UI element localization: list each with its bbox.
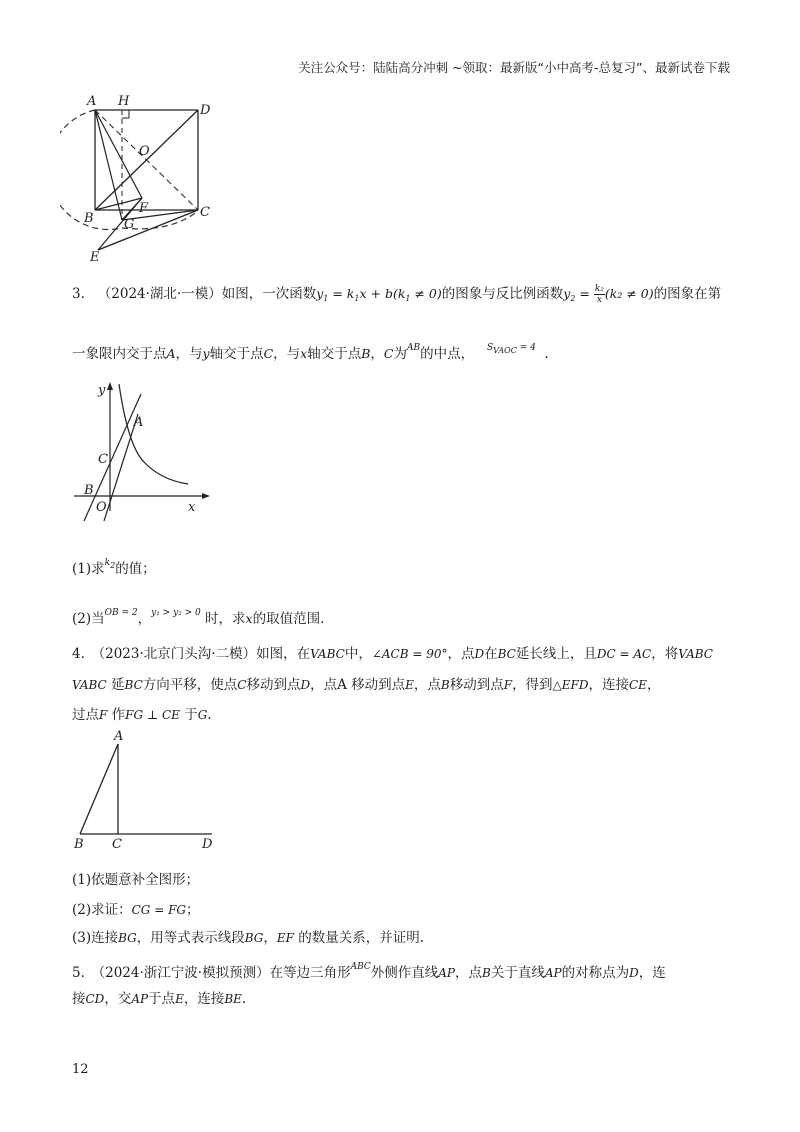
q3-line2: 一象限内交于点A，与y轴交于点C，与x轴交于点B，C为$^{AB}$的中点， $^{SVAOC = 4}$ . — [72, 343, 549, 362]
page-number: 12 — [72, 1062, 89, 1077]
graph-C-label: C — [98, 452, 108, 467]
figure-square-circle — [60, 88, 230, 268]
label-A: A — [87, 94, 97, 109]
label-E: E — [90, 250, 100, 265]
graph-A-label: A — [134, 415, 144, 430]
graph-O-label: O — [96, 500, 107, 515]
q3-line1: 3. （2024·湖北·一模）如图，一次函数$y_1 = k_1x + b(k_1 \ne 0)$的图象与反比例函数$y_2$ = $\frac{\text{k₂}}{x}$ (k₂ ≠ 0)的图象在第 — [72, 284, 722, 305]
q4-sub1: (1)依题意补全图形； — [72, 872, 200, 888]
tri-A-label: A — [114, 729, 124, 744]
label-D: D — [200, 103, 211, 118]
q3-figure-graph — [66, 376, 216, 526]
label-O: O — [139, 144, 150, 159]
q4-line1: 4. （2023·北京门头沟·二模）如图，在VABC中，∠ACB = 90°，点D在BC延长线上，且DC = AC，将VABC — [72, 646, 713, 662]
q3-sub2: (2)当$^{OB = 2}$，$^{y_1 > y_2 > 0}$ 时，求x的取值范围. — [72, 608, 325, 627]
graph-x-label: x — [188, 500, 196, 515]
label-B: B — [84, 211, 94, 226]
q4-sub2: (2)求证：CG = FG； — [72, 902, 200, 918]
q3-sub1: (1)求$^{k2}$的值； — [72, 558, 156, 577]
q4-sub3: (3)连接BG，用等式表示线段BG，EF 的数量关系，并证明. — [72, 930, 425, 946]
graph-B-label: B — [84, 483, 94, 498]
tri-B-label: B — [74, 837, 84, 852]
tri-C-label: C — [112, 837, 122, 852]
label-C: C — [200, 205, 210, 220]
q5-line1: 5. （2024·浙江宁波·模拟预测）在等边三角形$^{ABC}$外侧作直线AP，点B关于直线AP的对称点为D，连 — [72, 962, 666, 981]
label-F: F — [139, 201, 149, 216]
q4-line2: VABC 延BC方向平移，使点C移动到点D，点A 移动到点E，点B移动到点F，得到△EFD，连接CE， — [72, 677, 661, 693]
page-header: 关注公众号：陆陆高分冲刺 ~领取：最新版“小中高考-总复习”、最新试卷下载 — [298, 60, 730, 75]
label-H: H — [118, 94, 130, 109]
q4-line3: 过点F 作FG ⊥ CE 于G. — [72, 707, 212, 723]
label-G: G — [124, 217, 135, 232]
tri-D-label: D — [202, 837, 213, 852]
graph-y-label: y — [98, 383, 106, 398]
q4-figure-triangle — [66, 728, 226, 856]
q5-line2: 接CD，交AP于点E，连接BE. — [72, 991, 247, 1007]
